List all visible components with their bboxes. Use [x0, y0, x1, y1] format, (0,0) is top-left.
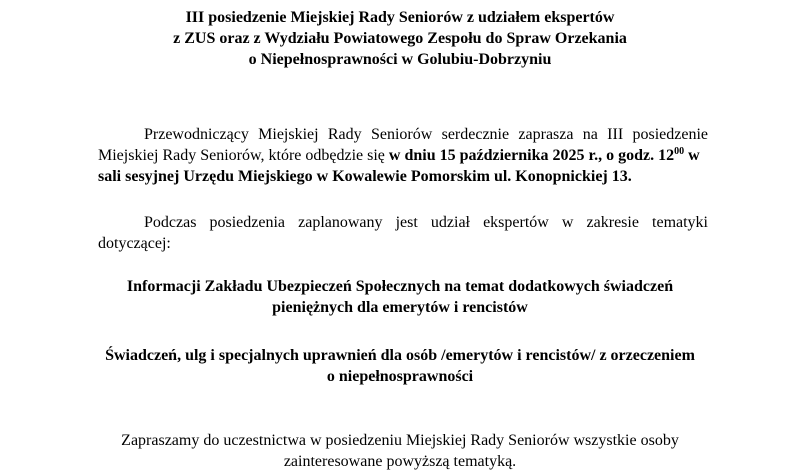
invitation-text-1: Przewodniczący Miejskiej Rady Seniorów serdecznie zaprasza na III posiedzenie — [144, 126, 708, 143]
invitation-text-2: Miejskiej Rady Seniorów, które odbędzie się — [98, 147, 389, 164]
experts-line-2: dotyczącej: — [98, 235, 171, 252]
topic-disability — [0, 345, 800, 387]
experts-text-1: Podczas posiedzenia zaplanowany jest udział ekspertów w zakresie tematyki — [144, 214, 708, 231]
time-minutes: 00 — [674, 146, 685, 157]
topic-zus-line-1: Informacji Zakładu Ubezpieczeń Społecznych na temat dodatkowych świadczeń — [126, 278, 674, 295]
topic-zus-line-2: pieniężnych dla emerytów i rencistów — [272, 299, 528, 316]
invitation-paragraph — [98, 124, 708, 187]
closing-paragraph — [0, 430, 800, 472]
title-line-1: III posiedzenie Miejskiej Rady Seniorów z udziałem ekspertów — [185, 9, 615, 26]
topic-disability-line-2: o niepełnosprawności — [326, 368, 474, 385]
closing-line-1: Zapraszamy do uczestnictwa w posiedzeniu Miejskiej Rady Seniorów wszystkie osoby — [121, 432, 679, 449]
invitation-line-2 — [98, 145, 708, 166]
closing-line-2: zainteresowane powyższą tematyką. — [283, 453, 517, 470]
invitation-bold-end: w — [684, 147, 700, 164]
experts-line-1 — [98, 212, 708, 233]
meeting-date-time: w dniu 15 października 2025 r., o godz. 12 — [388, 147, 675, 164]
title-line-3: o Niepełnosprawności w Golubiu-Dobrzyniu — [248, 51, 552, 68]
title-line-2: z ZUS oraz z Wydziału Powiatowego Zespołu do Spraw Orzekania — [173, 30, 627, 47]
document-title — [0, 7, 800, 70]
meeting-location: sali sesyjnej Urzędu Miejskiego w Kowalewie Pomorskim ul. Konopnickiej 13. — [98, 168, 632, 185]
topic-disability-line-1: Świadczeń, ulg i specjalnych uprawnień dla osób /emerytów i rencistów/ z orzeczeniem — [105, 347, 695, 364]
invitation-line-1 — [98, 124, 708, 145]
topic-zus — [0, 276, 800, 318]
experts-paragraph — [98, 212, 708, 254]
